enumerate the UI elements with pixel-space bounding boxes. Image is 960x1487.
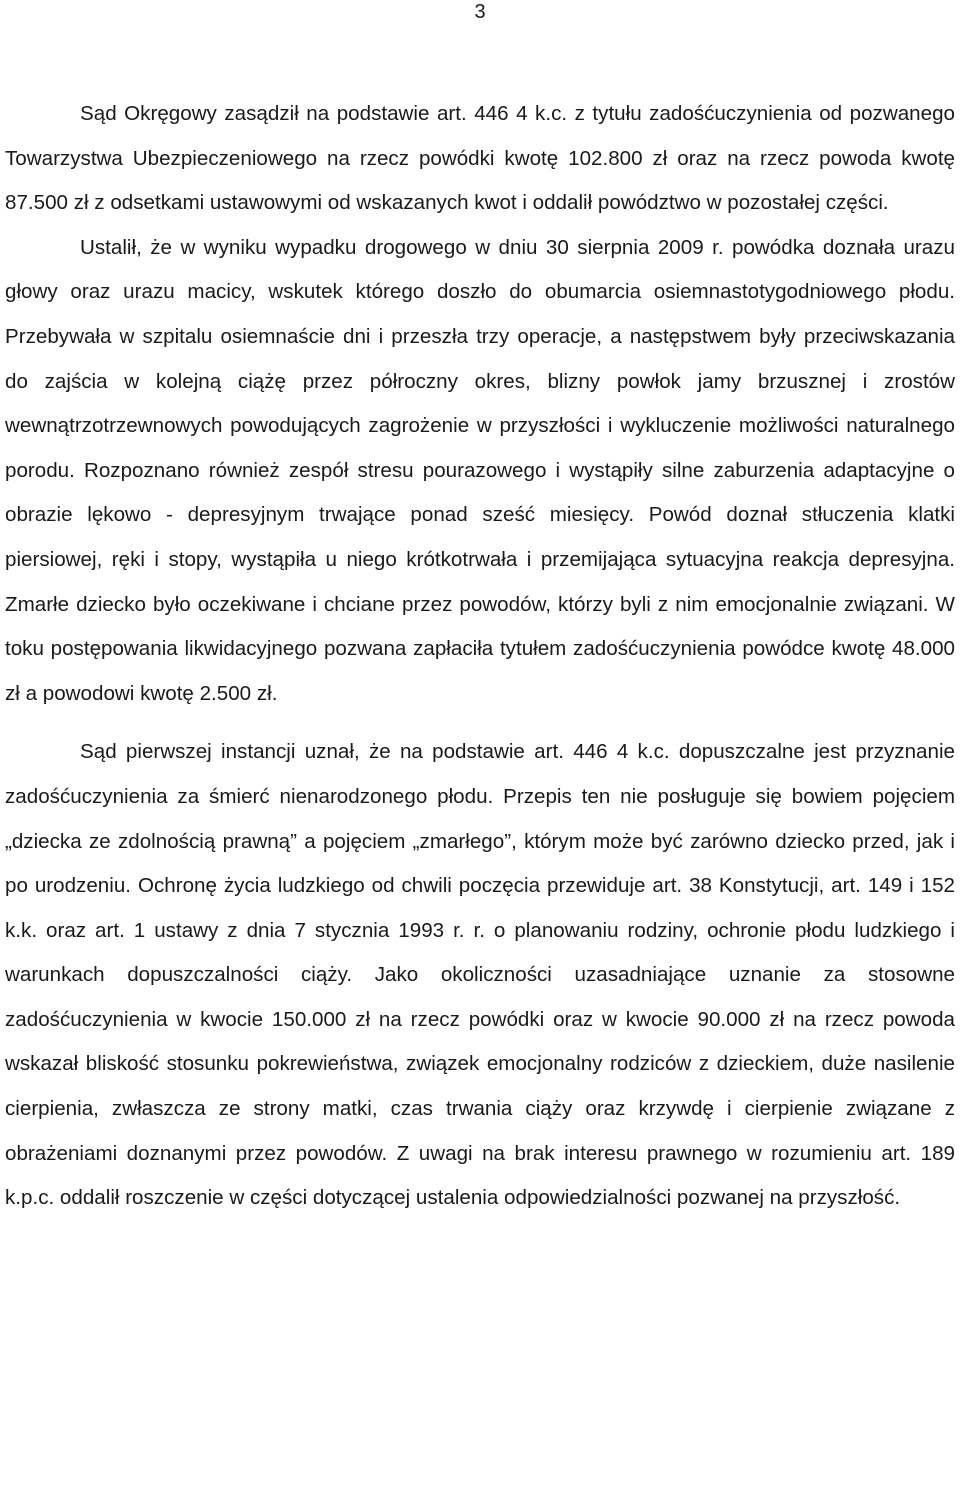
paragraph-judgment: Sąd Okręgowy zasądził na podstawie art. 446 4 k.c. z tytułu zadośćuczynienia od pozwanego Towarzystwa Ubezpieczeniowego na rzecz powódki kwotę 102.800 zł oraz na rzecz powoda kwotę 87.500 zł z odsetkami ustawowymi od wskazanych kwot i oddalił powództwo w pozostałej części. (5, 102, 955, 215)
paragraph-legal-reasoning: Sąd pierwszej instancji uznał, że na podstawie art. 446 4 k.c. dopuszczalne jest przyznanie zadośćuczynienia za śmierć nienarodzonego płodu. Przepis ten nie posługuje się bowiem pojęciem „dziecka ze zdolnością prawną” a pojęciem „zmarłego”, którym może być zarówno dziecko przed, jak i po urodzeniu. Ochronę życia ludzkiego od chwili poczęcia przewiduje art. 38 Konstytucji, art. 149 i 152 k.k. oraz art. 1 ustawy z dnia 7 stycznia 1993 r. r. o planowaniu rodziny, ochronie płodu ludzkiego i warunkach dopuszczalności ciąży. Jako okoliczności uzasadniające uznanie za stosowne zadośćuczynienia w kwocie 150.000 zł na rzecz powódki oraz w kwocie 90.000 zł na rzecz powoda wskazał bliskość stosunku pokrewieństwa, związek emocjonalny rodziców z dzieckiem, duże nasilenie cierpienia, zwłaszcza ze strony matki, czas trwania ciąży oraz krzywdę i cierpienie związane z obrażeniami doznanymi przez powodów. Z uwagi na brak interesu prawnego w rozumieniu art. 189 k.p.c. oddalił roszczenie w części dotyczącej ustalenia odpowiedzialności pozwanej na przyszłość. (5, 740, 955, 1210)
document-body (5, 92, 955, 1221)
paragraph-findings: Ustalił, że w wyniku wypadku drogowego w dniu 30 sierpnia 2009 r. powódka doznała urazu głowy oraz urazu macicy, wskutek którego doszło do obumarcia osiemnastotygodniowego płodu. Przebywała w szpitalu osiemnaście dni i przeszła trzy operacje, a następstwem były przeciwskazania do zajścia w kolejną ciążę przez półroczny okres, blizny powłok jamy brzusznej i zrostów wewnątrzotrzewnowych powodujących zagrożenie w przyszłości i wykluczenie możliwości naturalnego porodu. Rozpoznano również zespół stresu pourazowego i wystąpiły silne zaburzenia adaptacyjne o obrazie lękowo - depresyjnym trwające ponad sześć miesięcy. Powód doznał stłuczenia klatki piersiowej, ręki i stopy, wystąpiła u niego krótkotrwała i przemijająca sytuacyjna reakcja depresyjna. Zmarłe dziecko było oczekiwane i chciane przez powodów, którzy byli z nim emocjonalnie związani. W toku postępowania likwidacyjnego pozwana zapłaciła tytułem zadośćuczynienia powódce kwotę 48.000 zł a powodowi kwotę 2.500 zł. (5, 235, 955, 705)
page-number: 3 (474, 1, 486, 23)
